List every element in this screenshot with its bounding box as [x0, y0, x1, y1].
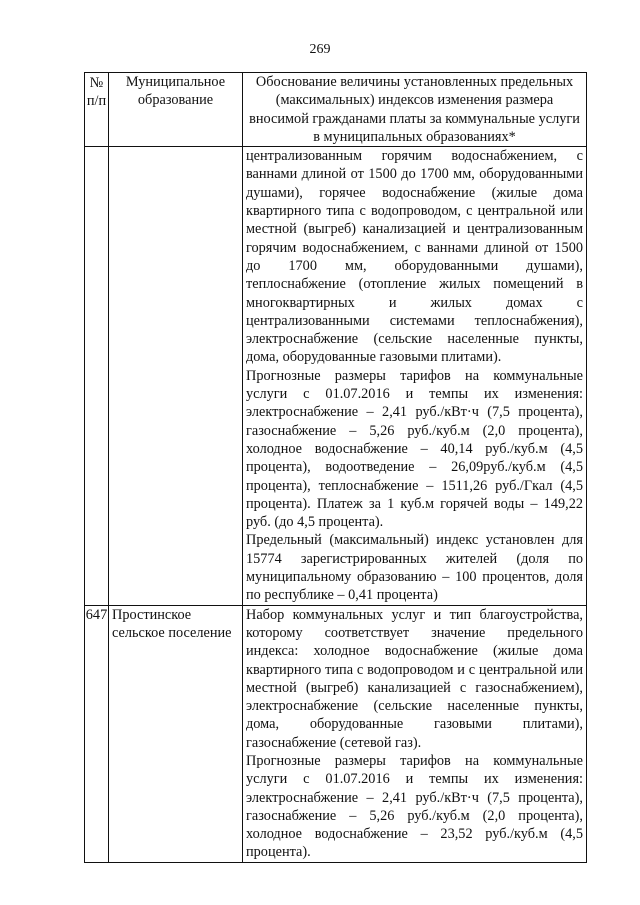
header-justification: Обоснование величины установленных предельных (максимальных) индексов изменения размера вносимой гражданами платы за коммунальные услуги в муниципальных образованиях* — [243, 73, 587, 147]
row-municipality — [109, 147, 243, 605]
row-justification — [243, 147, 587, 605]
justification-paragraph: Прогнозные размеры тарифов на коммунальные услуги с 01.07.2016 и темпы их изменения: электроснабжение – 2,41 руб./кВт·ч (7,5 процента), газоснабжение – 5,26 руб./куб.м (2,0 процента), холодное водоснабжение – 23,52 руб./куб.м (4,5 процента). — [246, 752, 583, 861]
row-number: 647 — [85, 605, 109, 862]
justification-paragraph: Прогнозные размеры тарифов на коммунальные услуги с 01.07.2016 и темпы их изменения: электроснабжение – 2,41 руб./кВт·ч (7,5 процента), газоснабжение – 5,26 руб./куб.м (2,0 процента), холодное водоснабжение – 40,14 руб./куб.м (4,5 процента), водоотведение – 26,09руб./куб.м (4,5 процента), теплоснабжение – 1511,26 руб./Гкал (4,5 процента). Платеж за 1 куб.м горячей воды – 149,22 руб. (до 4,5 процента). — [246, 367, 583, 531]
row-number — [85, 147, 109, 605]
tariff-index-table — [84, 72, 587, 863]
header-number: № п/п — [85, 73, 109, 147]
row-municipality: Простинское сельское поселение — [109, 605, 243, 862]
justification-paragraph: централизованным горячим водоснабжением, с ваннами длиной от 1500 до 1700 мм, оборудованными душами), горячее водоснабжение (жилые дома квартирного типа с водопроводом, с центральной или местной (выгреб) канализацией и централизованным горячим водоснабжением, с ваннами длиной от 1500 до 1700 мм, оборудованными душами), теплоснабжение (отопление жилых помещений в многоквартирных и жилых домах с централизованными системами теплоснабжения), электроснабжение (сельские населенные пункты, дома, оборудованные газовыми плитами). — [246, 148, 583, 366]
row-justification — [243, 605, 587, 862]
justification-paragraph: Набор коммунальных услуг и тип благоустройства, которому соответствует значение предельного индекса: холодное водоснабжение (жилые дома квартирного типа с водопроводом и с центральной или местной (выгреб) канализацией с газоснабжением), электроснабжение (сельские населенные пункты, дома, оборудованные газовыми плитами), газоснабжение (сетевой газ). — [246, 606, 583, 751]
table-row — [85, 605, 587, 862]
header-municipality: Муниципальное образование — [109, 73, 243, 147]
table-row — [85, 147, 587, 605]
table-header-row — [85, 73, 587, 147]
page-number: 269 — [309, 42, 331, 57]
justification-paragraph: Предельный (максимальный) индекс установлен для 15774 зарегистрированных жителей (доля по муниципальному образованию – 100 процентов, доля по республике – 0,41 процента) — [246, 532, 583, 604]
